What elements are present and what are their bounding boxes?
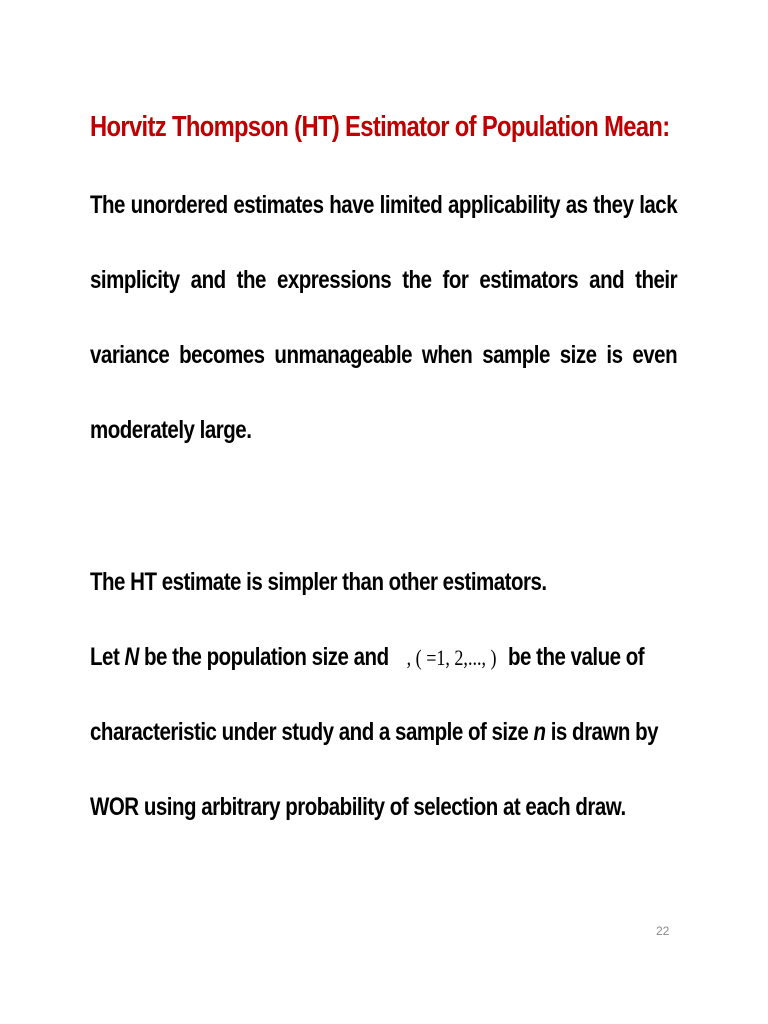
slide-title: Horvitz Thompson (HT) Estimator of Population Mean: xyxy=(90,111,670,143)
variable-N: N xyxy=(124,643,139,671)
population-size-text: be the population size and xyxy=(138,643,389,671)
page-number: 22 xyxy=(656,924,670,938)
paragraph-intro xyxy=(90,180,677,480)
paragraph-ht-line-1: The HT estimate is simpler than other estimators. xyxy=(90,568,547,596)
paragraph-ht-line-2 xyxy=(90,632,677,707)
value-of-text: be the value of xyxy=(507,643,645,671)
paragraph-intro-line-4: moderately large. xyxy=(90,416,252,444)
paragraph-intro-line-2: simplicity and the expressions the for estimators and their xyxy=(90,266,678,294)
paragraph-intro-line-3: variance becomes unmanageable when sample size is even xyxy=(90,341,678,369)
characteristic-text: characteristic under study and a sample of size xyxy=(90,718,534,746)
paragraph-ht xyxy=(90,557,677,857)
paragraph-ht-line-4: WOR using arbitrary probability of selection at each draw. xyxy=(90,793,626,821)
math-index-fragment: , ( =1, 2,..., ) xyxy=(406,645,497,670)
let-text: Let xyxy=(90,643,125,671)
drawn-by-text: is drawn by xyxy=(545,718,659,746)
variable-n: n xyxy=(533,718,546,746)
paragraph-intro-line-1: The unordered estimates have limited applicability as they lack xyxy=(90,191,678,219)
paragraph-ht-line-3 xyxy=(90,707,677,782)
